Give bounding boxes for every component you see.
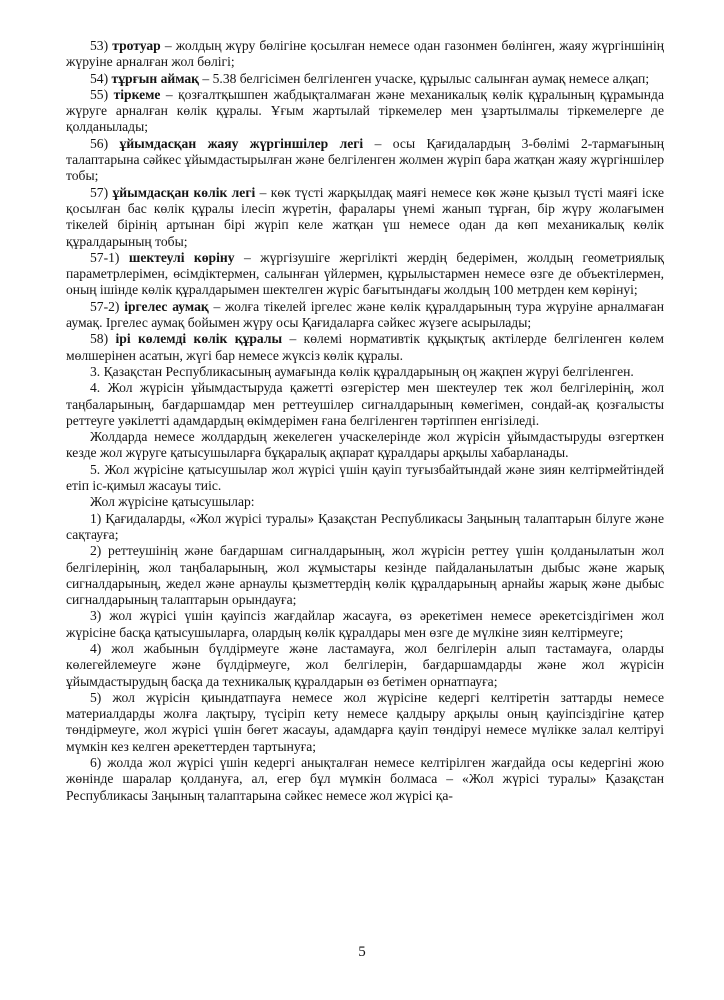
- page-number: 5: [358, 944, 366, 960]
- list-item-4: 4) жол жабынын бүлдірмеуге және ластамауға, жол белгілерін алып тастамауға, оларды көлегейлемеуге және бүлдірмеуге, жол белгілерін, бағдаршамдарды және жол жүрісін ұйымдастырудың басқа да техникалық құралдарын өз бетімен орнатпауға;: [66, 640, 664, 689]
- paragraph-55: 55) тіркеме – қозғалтқышпен жабдықталмаған және механикалық көлік құралының құрамында жүруге арналған көлік құралы. Ұғым жартылай тіркемелер мен ұзартылмалы тіркемелерге де қолданылады;: [66, 86, 664, 135]
- list-item-5: 5) жол жүрісін қиындатпауға немесе жол жүрісіне кедергі келтіретін заттарды немесе материалдарды жолға лақтыру, түсіріп кету немесе қалдыру арқылы оның қауіпсіздігіне қатер төндірмеуге, жол жүрісі үшін бөгет жасауы, адамдарға қауіп төндіруі немесе мүлікке залал келтіруі мүмкін кез келген әрекеттерден тартынуға;: [66, 689, 664, 754]
- paragraph-58: 58) ірі көлемді көлік құралы – көлемі нормативтік құқықтық актілерде белгіленген көлем мөлшерінен асатын, жүгі бар немесе жүксіз көлік құралы.: [66, 331, 664, 363]
- paragraph-5: 5. Жол жүрісіне қатысушылар жол жүрісі үшін қауіп туғызбайтындай және зиян келтірмейтіндей етіп іс-қимыл жасауы тиіс.: [66, 461, 664, 494]
- term: ірі көлемді көлік құралы: [115, 331, 283, 347]
- list-item-3: 3) жол жүрісі үшін қауіпсіз жағдайлар жасауға, өз әрекетімен немесе әрекетсіздігімен жол жүрісіне басқа қатысушыларға, олардың көлік құралдары мен өзге де мүлкіне зиян келтірмеуге;: [66, 608, 664, 640]
- paragraph-57-1: 57-1) шектеулі көріну – жүргізушіге жергілікті жердің бедерімен, жолдың геометриялық параметрлерімен, өсімдіктермен, салынған үйлермен, құрылыстармен немесе өзге де объектілермен, оның ішінде көлік құралдарымен шектелген жүріс бағытындағы жолдың 100 метрден кем көрінуі;: [66, 249, 665, 298]
- paragraph-56: 56) ұйымдасқан жаяу жүргіншілер легі – осы Қағидалардың 3-бөлімі 2-тармағының талаптарына сәйкес ұйымдастырылған және белгіленген жолмен жүріп бара жатқан жаяу жүргіншілер тобы;: [66, 135, 664, 184]
- document-page: [66, 38, 664, 804]
- term: іргелес аумақ: [124, 298, 209, 314]
- paragraph-54: 54) тұрғын аймақ – 5.38 белгісімен белгіленген учаске, құрылыс салынған аумақ немесе алқап;: [90, 70, 650, 86]
- term: тротуар: [112, 38, 161, 53]
- term: шектеулі көріну: [128, 249, 235, 265]
- paragraph-5-intro: Жол жүрісіне қатысушылар:: [90, 494, 255, 510]
- paragraph-53: 53) тротуар – жолдың жүру бөлігіне қосылған немесе одан газонмен бөлінген, жаяу жүргіншінің жүруіне арналған жол бөлігі;: [66, 38, 665, 70]
- paragraph-4-note: Жолдарда немесе жолдардың жекелеген учаскелерінде жол жүрісін ұйымдастыруды өзгерткен кезде жол жүруге қатысушыларға бұқаралық ақпарат құралдары арқылы хабарланады.: [66, 429, 664, 461]
- paragraph-3: 3. Қазақстан Республикасының аумағында көлік құралдарының оң жақпен жүруі белгіленген.: [90, 363, 634, 379]
- paragraph-57: 57) ұйымдасқан көлік легі – көк түсті жарқылдақ маяғі немесе көк және қызыл түсті маяғі іске қосылған бас көлік құралы ілесіп жүретін, фаралары үнемі жанып тұрған, бір жүру жолағымен тікелей бірінің артынан бірі жүріп келе жатқан үш немесе одан да көп механикалық көлік құралдарының тобы;: [66, 184, 665, 249]
- list-item-1: 1) Қағидаларды, «Жол жүрісі туралы» Қазақстан Республикасы Заңының талаптарын білуге және сақтауға;: [66, 510, 664, 542]
- term: тіркеме: [113, 86, 161, 102]
- term: тұрғын аймақ: [111, 70, 200, 86]
- paragraph-4: 4. Жол жүрісін ұйымдастыруда қажетті өзгерістер мен шектеулер тек жол белгілерінің, жол таңбаларының, бағдаршамдар мен реттеушілер сигналдарының көмегімен, сондай-ақ қозғалысты реттеуге уәкілетті адамдардың өкімдерімен ғана белгіленген тәртіппен енгізіледі.: [66, 380, 664, 428]
- list-item-6: 6) жолда жол жүрісі үшін кедергі анықталған немесе келтірілген жағдайда осы кедергіні жою жөнінде шаралар қолдануға, ал, егер бұл мүмкін болмаса – «Жол жүрісі туралы» Қазақстан Республикасы Заңының талаптарына сәйкес немесе жол жүрісі қа-: [66, 755, 664, 803]
- term: ұйымдасқан көлік легі: [112, 184, 256, 200]
- list-item-2: 2) реттеушінің және бағдаршам сигналдарының, жол жүрісін реттеу үшін қолданылатын жол белгілерінің, жол таңбаларының, жол жұмыстары кезінде пайдаланылатын дыбыс және жарық сигналдарының, жедел және арнаулы қызметтердің көлік құралдарының арнайы жарық және дыбыс сигналдарының талаптарын орындауға;: [66, 543, 664, 608]
- term: ұйымдасқан жаяу жүргіншілер легі: [119, 135, 364, 151]
- paragraph-57-2: 57-2) іргелес аумақ – жолға тікелей іргелес және көлік құралдарының тура жүруіне арналмаған аумақ. Іргелес аумақ бойымен жүру осы Қағидаларға сәйкес жүзеге асырылады;: [66, 298, 664, 331]
